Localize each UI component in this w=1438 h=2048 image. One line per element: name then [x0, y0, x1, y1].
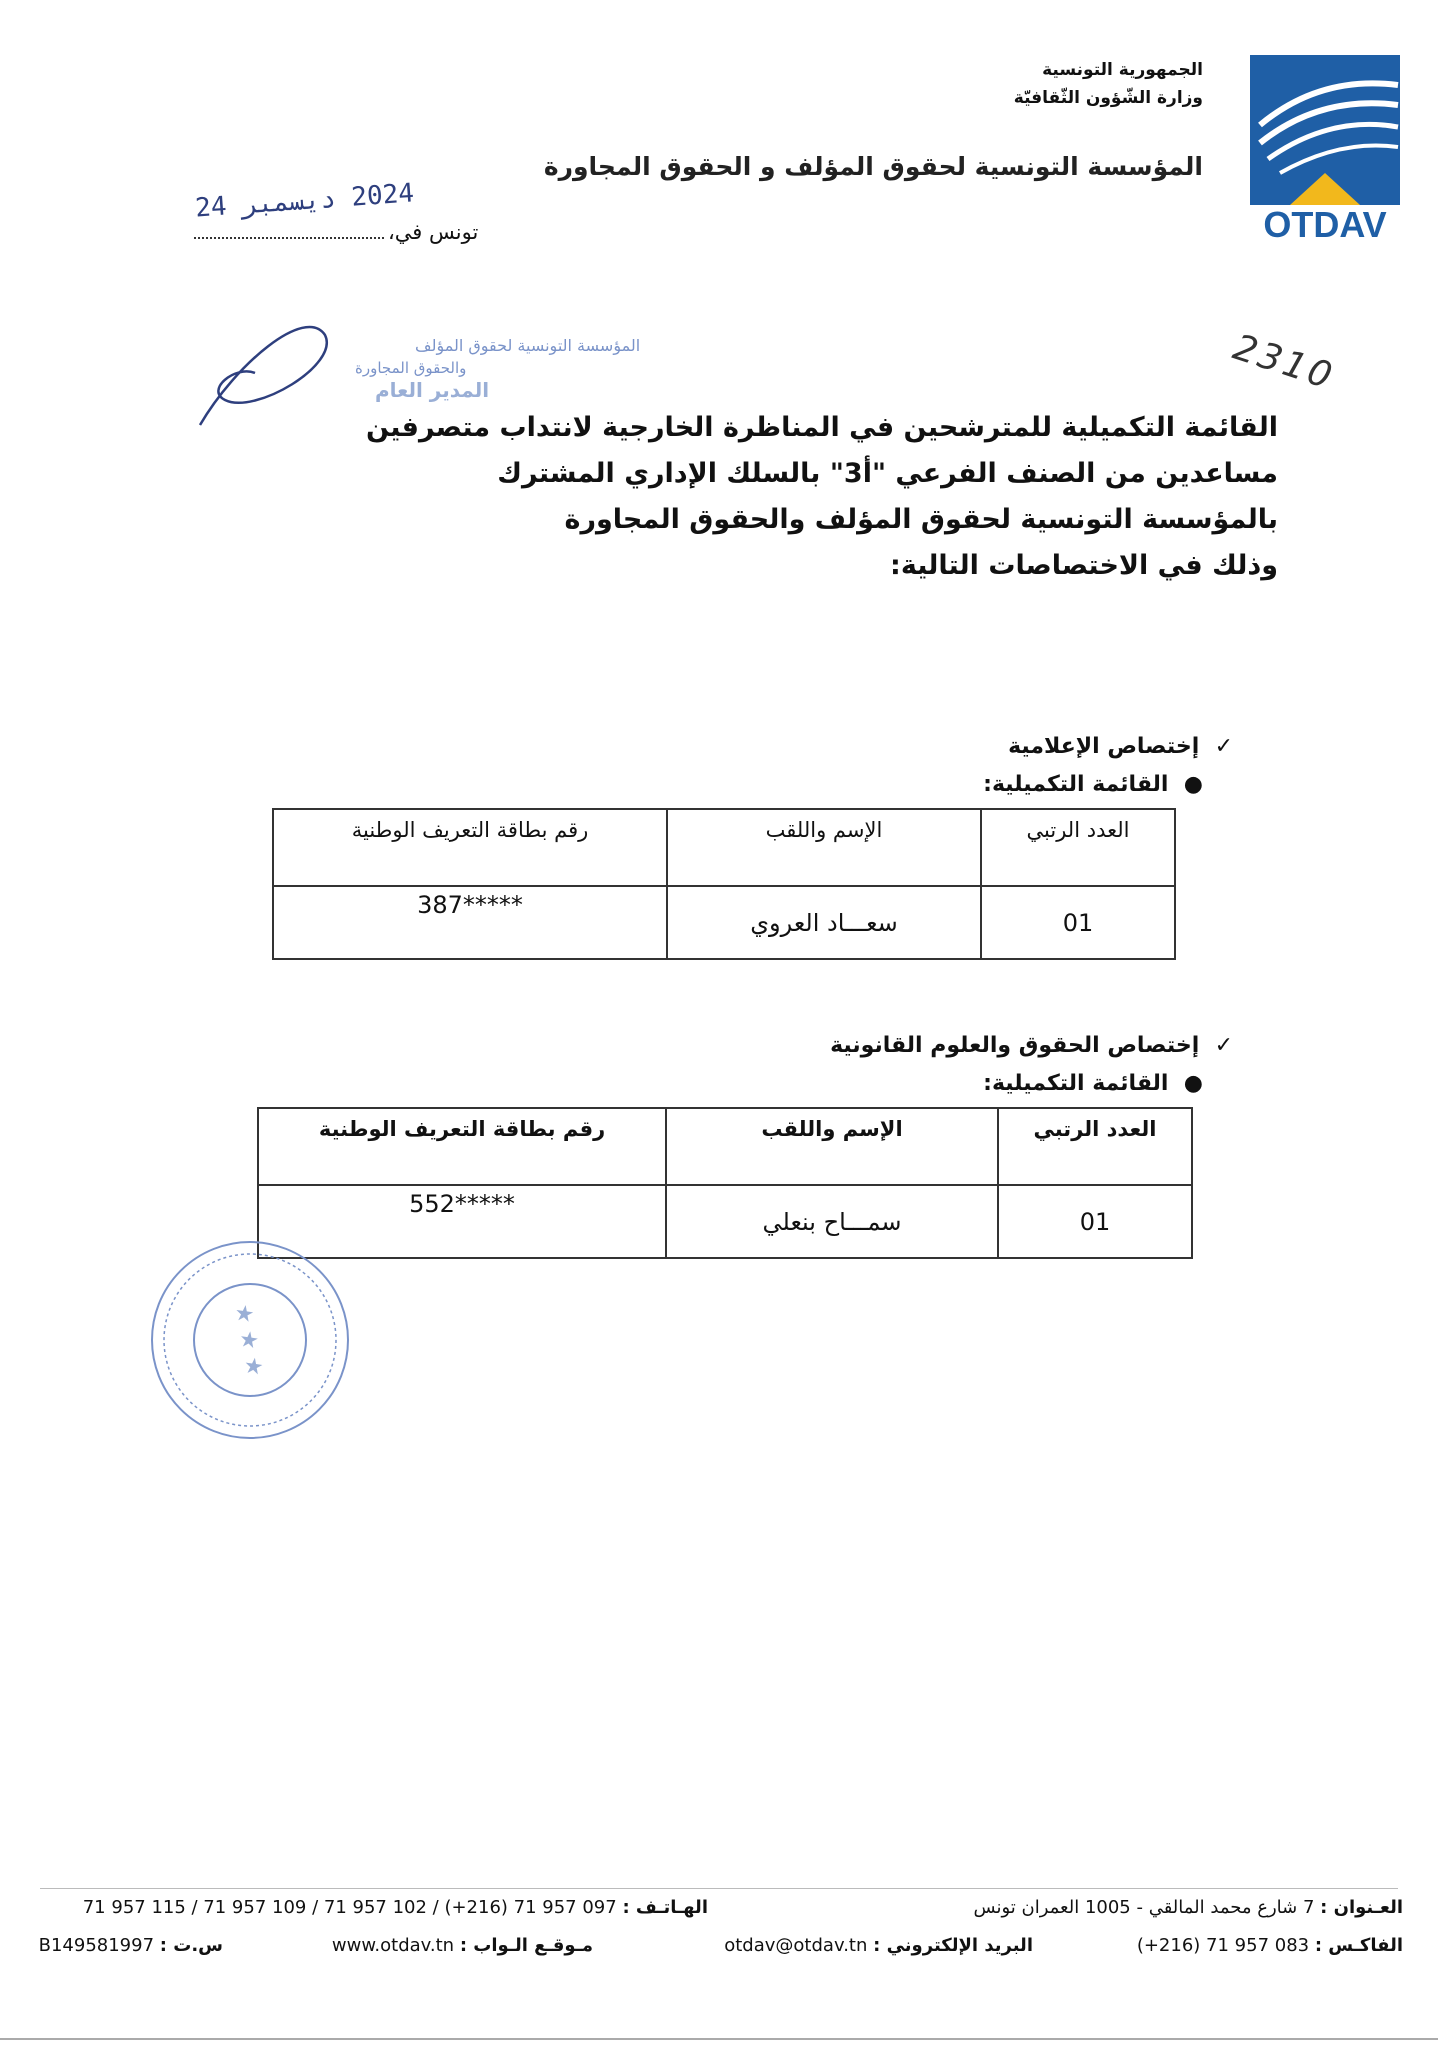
section-informatics — [983, 728, 1233, 804]
col-rank: العدد الرتبي — [981, 809, 1175, 886]
document-title — [138, 405, 1278, 589]
col-id: رقم بطاقة التعريف الوطنية — [273, 809, 667, 886]
title-line-2: مساعدين من الصنف الفرعي "أ3" بالسلك الإداري المشترك — [497, 458, 1278, 489]
otdav-logo — [1250, 55, 1400, 243]
official-round-stamp — [148, 1238, 353, 1443]
logo-text: OTDAV — [1263, 204, 1387, 245]
phone-value: 71 957 115 / 71 957 109 / 71 957 102 / (+216) 71 957 097 — [82, 1897, 617, 1918]
bottom-border — [0, 2038, 1438, 2040]
stamp-line-1: المؤسسة التونسية لحقوق المؤلف — [415, 336, 641, 355]
bullet-icon: ● — [1183, 772, 1203, 797]
website-value[interactable]: www.otdav.tn — [331, 1935, 455, 1956]
section-subheading: القائمة التكميلية: — [983, 772, 1169, 797]
col-id: رقم بطاقة التعريف الوطنية — [258, 1108, 666, 1185]
government-header — [1014, 56, 1203, 112]
email-value[interactable]: otdav@otdav.tn — [724, 1935, 868, 1956]
title-line-4: وذلك في الاختصاصات التالية: — [890, 550, 1278, 581]
address-label: العـنوان : — [1320, 1897, 1403, 1918]
phone-label: الهـاتـف : — [622, 1897, 708, 1918]
cell-id: *****552 — [258, 1185, 666, 1258]
handwritten-date: 2024 ديسمبر 24 — [194, 178, 415, 224]
fax-value: (+216) 71 957 083 — [1136, 1935, 1310, 1956]
fax-label: الفاكـس : — [1314, 1935, 1403, 1956]
col-name: الإسم واللقب — [666, 1108, 998, 1185]
website-label: مـوقـع الـواب : — [459, 1935, 593, 1956]
check-icon: ✓ — [1214, 734, 1233, 759]
table-header-row — [258, 1108, 1192, 1185]
stamp-line-2: والحقوق المجاورة — [355, 359, 467, 377]
table-row — [273, 886, 1175, 959]
section-heading: إختصاص الإعلامية — [1008, 734, 1200, 759]
col-name: الإسم واللقب — [667, 809, 981, 886]
table-header-row — [273, 809, 1175, 886]
registration-label: س.ت : — [159, 1935, 223, 1956]
svg-text:★ ★ ★: ★ ★ ★ — [229, 1302, 268, 1379]
section-heading: إختصاص الحقوق والعلوم القانونية — [830, 1033, 1200, 1058]
email-label: البريد الإلكتروني : — [873, 1935, 1033, 1956]
cell-name: سمـــاح بنعلي — [666, 1185, 998, 1258]
date-label: تونس في، — [388, 220, 479, 244]
cell-name: سعـــاد العروي — [667, 886, 981, 959]
table-row — [258, 1185, 1192, 1258]
title-line-1: القائمة التكميلية للمترشحين في المناظرة الخارجية لانتداب متصرفين — [365, 412, 1278, 443]
stamp-line-3: المدير العام — [375, 378, 490, 402]
section-law — [830, 1027, 1233, 1103]
title-line-3: بالمؤسسة التونسية لحقوق المؤلف والحقوق المجاورة — [564, 504, 1278, 535]
date-line — [190, 220, 478, 244]
cell-rank: 01 — [998, 1185, 1192, 1258]
footer-email — [724, 1935, 1033, 1956]
ministry-name: وزارة الشّؤون الثّقافيّة — [1013, 88, 1203, 108]
footer-fax — [1137, 1935, 1403, 1956]
footer-registration — [39, 1935, 223, 1956]
candidates-table-law — [257, 1107, 1193, 1259]
date-dotted-line — [194, 231, 384, 239]
cell-rank: 01 — [981, 886, 1175, 959]
col-rank: العدد الرتبي — [998, 1108, 1192, 1185]
footer-divider — [40, 1888, 1398, 1889]
registration-value: B149581997 — [38, 1935, 155, 1956]
institution-name: المؤسسة التونسية لحقوق المؤلف و الحقوق المجاورة — [543, 152, 1203, 181]
republic-name: الجمهورية التونسية — [1042, 60, 1203, 80]
footer-website — [332, 1935, 593, 1956]
check-icon: ✓ — [1214, 1033, 1233, 1058]
footer-phone — [83, 1897, 708, 1918]
candidates-table-informatics — [272, 808, 1176, 960]
section-subheading: القائمة التكميلية: — [983, 1071, 1169, 1096]
bullet-icon: ● — [1183, 1071, 1203, 1096]
footer-address — [974, 1897, 1404, 1918]
cell-id: *****387 — [273, 886, 667, 959]
address-value: 7 شارع محمد المالقي - 1005 العمران تونس — [973, 1897, 1315, 1918]
reference-number: 2310 — [1228, 326, 1340, 399]
